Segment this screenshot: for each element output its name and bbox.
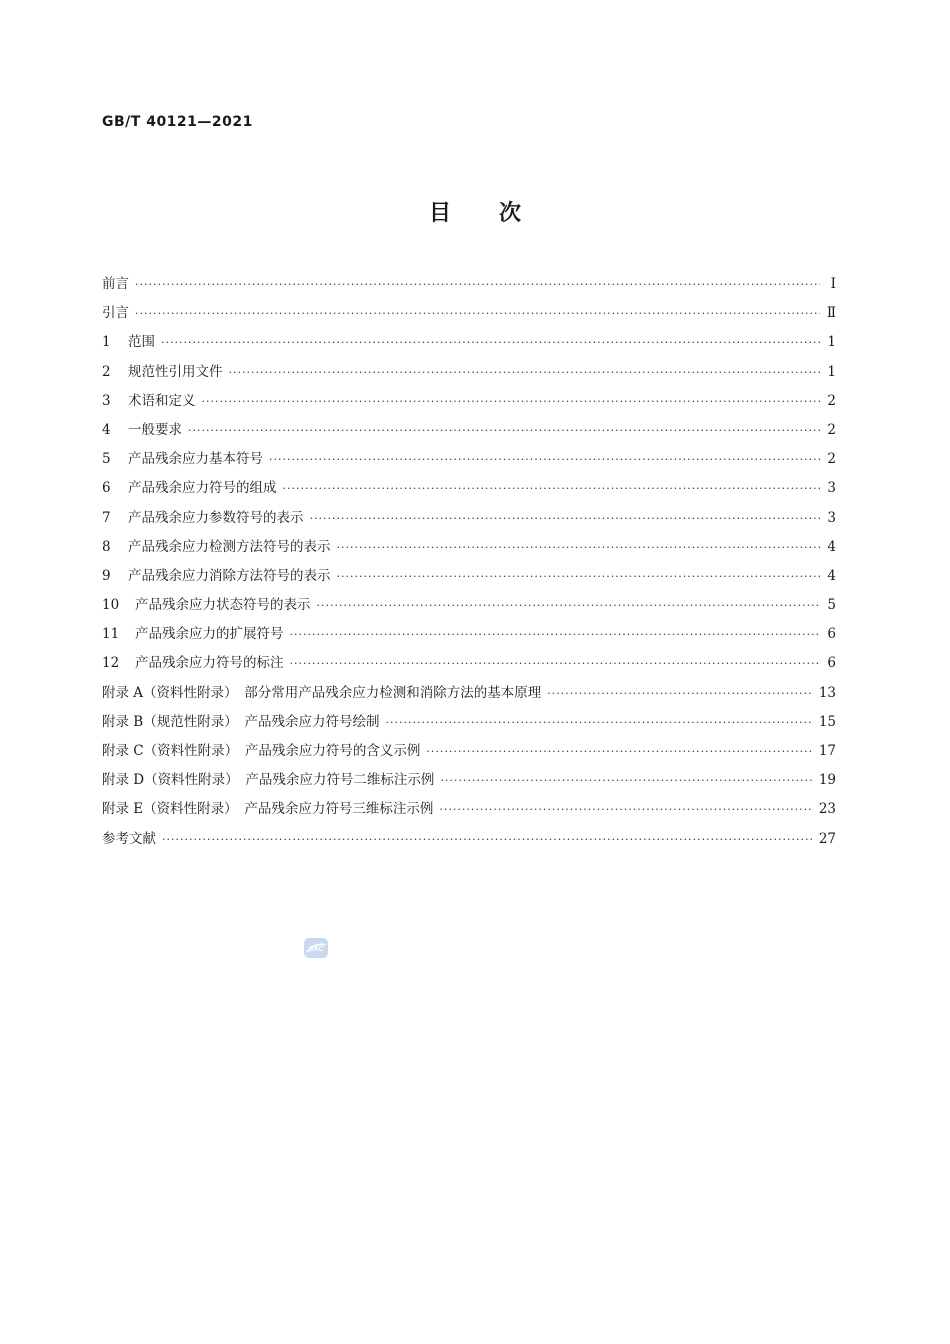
toc-entry-label: 产品残余应力符号的组成 xyxy=(128,480,277,497)
toc-entry-label: 范围 xyxy=(128,334,155,351)
toc-leader-dots xyxy=(439,803,812,816)
toc-entry-5[interactable] xyxy=(102,447,836,476)
toc-entry-6[interactable] xyxy=(102,476,836,505)
toc-leader-dots xyxy=(440,774,812,787)
toc-leader-dots xyxy=(385,716,812,729)
toc-entry-annex-e[interactable] xyxy=(102,797,836,826)
toc-entry-page: 23 xyxy=(818,801,836,818)
toc-entry-label: 参考文献 xyxy=(102,830,156,847)
toc-entry-introduction[interactable] xyxy=(102,301,836,330)
toc-leader-dots xyxy=(290,657,821,670)
toc-entry-number: 7 xyxy=(102,509,111,526)
toc-entry-9[interactable] xyxy=(102,564,836,593)
toc-leader-dots xyxy=(161,336,820,349)
toc-entry-page: 17 xyxy=(818,743,836,759)
toc-entry-annex-c[interactable] xyxy=(102,739,836,768)
toc-entry-number: 1 xyxy=(102,334,111,351)
toc-entry-page: 1 xyxy=(827,363,836,380)
toc-entry-number: 11 xyxy=(102,626,120,643)
toc-entry-bibliography[interactable] xyxy=(102,827,836,856)
toc-entry-page: 1 xyxy=(827,334,836,351)
toc-leader-dots xyxy=(162,833,812,846)
toc-entry-page: 6 xyxy=(827,626,836,643)
toc-entry-label: 附录 E（资料性附录） 产品残余应力符号三维标注示例 xyxy=(102,801,434,818)
toc-entry-label: 引言 xyxy=(102,305,129,322)
toc-entry-number: 3 xyxy=(102,392,111,409)
toc-entry-page: 5 xyxy=(827,597,836,614)
toc-leader-dots xyxy=(202,395,821,408)
toc-entry-12[interactable] xyxy=(102,651,836,680)
toc-leader-dots xyxy=(290,628,821,641)
toc-entry-page: 19 xyxy=(818,772,836,789)
toc-entry-number: 4 xyxy=(102,421,111,438)
toc-entry-10[interactable] xyxy=(102,593,836,622)
toc-entry-8[interactable] xyxy=(102,535,836,564)
toc-entry-page: Ⅱ xyxy=(826,305,836,322)
toc-leader-dots xyxy=(426,745,812,758)
toc-entry-label: 产品残余应力状态符号的表示 xyxy=(135,597,311,614)
toc-leader-dots xyxy=(229,366,821,379)
toc-entry-label: 规范性引用文件 xyxy=(128,363,223,380)
standard-code: GB/T 40121—2021 xyxy=(102,114,253,130)
toc-entry-4[interactable] xyxy=(102,418,836,447)
title-char-1: 目 xyxy=(428,201,451,226)
toc-entry-number: 10 xyxy=(102,597,120,614)
title-char-2: 次 xyxy=(499,201,522,226)
logo-text: SAC xyxy=(308,946,324,953)
toc-leader-dots xyxy=(337,570,821,583)
toc-entry-page: 4 xyxy=(827,538,836,555)
toc-entry-page: 2 xyxy=(827,451,836,468)
toc-entry-page: Ⅰ xyxy=(830,276,836,292)
toc-entry-page: 2 xyxy=(827,392,836,409)
toc-entry-7[interactable] xyxy=(102,506,836,535)
toc-entry-label: 产品残余应力检测方法符号的表示 xyxy=(128,538,331,555)
toc-entry-page: 15 xyxy=(818,713,836,730)
toc-leader-dots xyxy=(269,453,820,466)
sac-watermark-logo-icon xyxy=(303,936,329,960)
toc-leader-dots xyxy=(337,541,821,554)
toc-entry-foreword[interactable] xyxy=(102,272,836,301)
toc-entry-label: 附录 C（资料性附录） 产品残余应力符号的含义示例 xyxy=(102,743,421,759)
toc-entry-label: 附录 D（资料性附录） 产品残余应力符号二维标注示例 xyxy=(102,772,435,789)
toc-entry-page: 3 xyxy=(827,509,836,526)
toc-leader-dots xyxy=(547,687,812,700)
toc-entry-2[interactable] xyxy=(102,360,836,389)
toc-entry-label: 产品残余应力消除方法符号的表示 xyxy=(128,567,331,584)
toc-entry-label: 一般要求 xyxy=(128,421,182,438)
toc-entry-label: 产品残余应力符号的标注 xyxy=(135,655,284,672)
toc-entry-label: 产品残余应力的扩展符号 xyxy=(135,626,284,643)
page-title xyxy=(0,196,950,227)
toc-entry-page: 27 xyxy=(818,830,836,847)
toc-entry-3[interactable] xyxy=(102,389,836,418)
toc-entry-page: 6 xyxy=(827,655,836,672)
toc-entry-label: 产品残余应力基本符号 xyxy=(128,451,263,468)
toc-entry-page: 2 xyxy=(827,421,836,438)
toc-entry-annex-a[interactable] xyxy=(102,681,836,710)
toc-entry-number: 9 xyxy=(102,567,111,584)
toc-entry-number: 5 xyxy=(102,451,111,468)
toc-entry-label: 术语和定义 xyxy=(128,392,196,409)
toc-entry-page: 13 xyxy=(818,684,836,701)
toc-leader-dots xyxy=(188,424,820,437)
toc-entry-label: 前言 xyxy=(102,276,129,292)
toc-leader-dots xyxy=(310,512,821,525)
toc-entry-number: 8 xyxy=(102,538,111,555)
toc-leader-dots xyxy=(317,599,821,612)
toc-entry-annex-d[interactable] xyxy=(102,768,836,797)
toc-entry-11[interactable] xyxy=(102,622,836,651)
toc-entry-annex-b[interactable] xyxy=(102,710,836,739)
toc-entry-number: 2 xyxy=(102,363,111,380)
toc-entry-page: 3 xyxy=(827,480,836,497)
toc-leader-dots xyxy=(135,307,820,320)
toc-leader-dots xyxy=(283,482,821,495)
toc-entry-label: 产品残余应力参数符号的表示 xyxy=(128,509,304,526)
toc-entry-number: 12 xyxy=(102,655,120,672)
table-of-contents xyxy=(102,272,836,856)
toc-entry-label: 附录 B（规范性附录） 产品残余应力符号绘制 xyxy=(102,713,380,730)
toc-entry-page: 4 xyxy=(827,567,836,584)
toc-entry-label: 附录 A（资料性附录） 部分常用产品残余应力检测和消除方法的基本原理 xyxy=(102,684,542,701)
toc-entry-number: 6 xyxy=(102,480,111,497)
toc-leader-dots xyxy=(135,278,820,291)
toc-entry-1[interactable] xyxy=(102,330,836,359)
